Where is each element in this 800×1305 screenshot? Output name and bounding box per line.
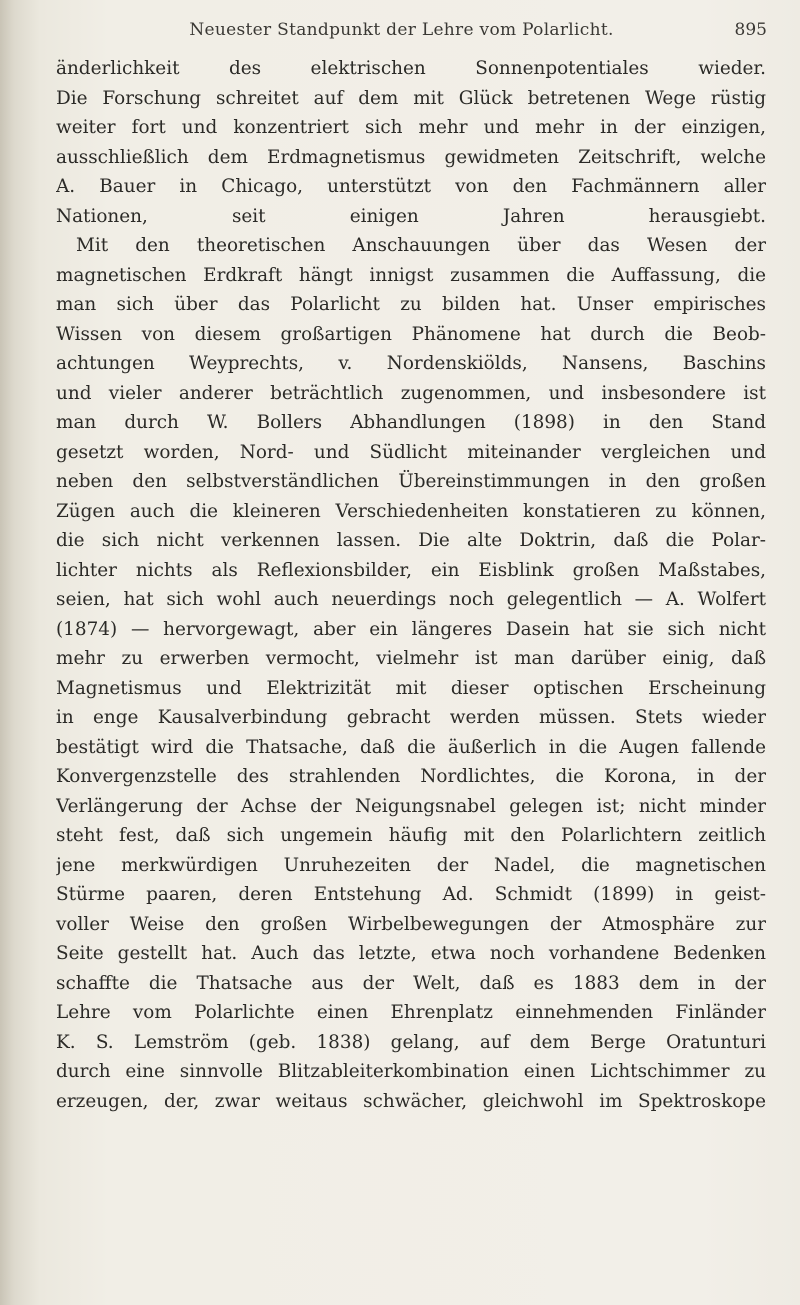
text-line: erzeugen, der, zwar weitaus schwächer, gleichwohl im Spektroskope (56, 1090, 766, 1112)
text-line: neben den selbstverständlichen Übereinstimmungen in den großen (56, 471, 766, 492)
text-line: Verlängerung der Achse der Neigungsnabel gelegen ist; nicht minder (56, 795, 766, 817)
text-line: lichter nichts als Reflexionsbilder, ein Eisblink großen Maßstabes, (56, 559, 766, 581)
running-title: Neuester Standpunkt der Lehre vom Polarlicht. (189, 20, 614, 40)
text-line: man sich über das Polarlicht zu bilden hat. Unser empirisches (56, 294, 766, 315)
text-line: seien, hat sich wohl auch neuerdings noch gelegentlich — A. Wolfert (56, 589, 766, 610)
text-line: Lehre vom Polarlichte einen Ehrenplatz einnehmenden Finländer (56, 1002, 766, 1023)
text-line: mehr zu erwerben vermocht, vielmehr ist man darüber einig, daß (56, 648, 766, 669)
text-line: die sich nicht verkennen lassen. Die alte Doktrin, daß die Polar- (56, 530, 766, 551)
text-line: gesetzt worden, Nord- und Südlicht miteinander vergleichen und (56, 441, 766, 463)
text-line: K. S. Lemström (geb. 1838) gelang, auf dem Berge Oratunturi (56, 1031, 766, 1053)
text-line: man durch W. Bollers Abhandlungen (1898) in den Stand (56, 412, 766, 433)
text-line: Mit den theoretischen Anschauungen über das Wesen der (76, 235, 766, 256)
text-line: achtungen Weyprechts, v. Nordenskiölds, Nansens, Baschins (56, 353, 766, 374)
text-line: voller Weise den großen Wirbelbewegungen der Atmosphäre zur (56, 913, 766, 935)
text-line: ausschließlich dem Erdmagnetismus gewidmeten Zeitschrift, welche (56, 146, 766, 168)
text-line: Zügen auch die kleineren Verschiedenheiten konstatieren zu können, (56, 500, 766, 522)
text-line: weiter fort und konzentriert sich mehr und mehr in der einzigen, (56, 117, 766, 138)
running-head (50, 10, 767, 50)
text-line: jene merkwürdigen Unruhezeiten der Nadel, die magnetischen (56, 854, 766, 876)
text-line: steht fest, daß sich ungemein häufig mit den Polarlichtern zeitlich (56, 825, 766, 846)
text-line: Die Forschung schreitet auf dem mit Glück betretenen Wege rüstig (56, 87, 766, 109)
text-line: durch eine sinnvolle Blitzableiterkombination einen Lichtschimmer zu (56, 1061, 766, 1082)
text-line: und vieler anderer beträchtlich zugenommen, und insbesondere ist (56, 382, 766, 404)
text-line: magnetischen Erdkraft hängt innigst zusammen die Auffassung, die (56, 264, 766, 286)
text-line: A. Bauer in Chicago, unterstützt von den Fachmännern aller (56, 176, 766, 197)
text-line: in enge Kausalverbindung gebracht werden müssen. Stets wieder (56, 707, 766, 728)
text-line: änderlichkeit des elektrischen Sonnenpotentiales wieder. (56, 58, 766, 79)
text-line: Seite gestellt hat. Auch das letzte, etwa noch vorhandene Bedenken (56, 943, 766, 964)
text-line: Konvergenzstelle des strahlenden Nordlichtes, die Korona, in der (56, 766, 766, 787)
text-line: Magnetismus und Elektrizität mit dieser optischen Erscheinung (56, 677, 766, 699)
text-line: bestätigt wird die Thatsache, daß die äußerlich in die Augen fallende (56, 736, 766, 758)
text-line: (1874) — hervorgewagt, aber ein längeres Dasein hat sie sich nicht (56, 618, 766, 640)
text-line: Nationen, seit einigen Jahren herausgiebt. (56, 205, 766, 227)
body-text (56, 54, 766, 1116)
text-line: Wissen von diesem großartigen Phänomene hat durch die Beob- (56, 323, 766, 345)
text-line: Stürme paaren, deren Entstehung Ad. Schmidt (1899) in geist- (56, 884, 766, 905)
text-line: schaffte die Thatsache aus der Welt, daß es 1883 dem in der (56, 972, 766, 994)
page-number: 895 (734, 20, 767, 40)
